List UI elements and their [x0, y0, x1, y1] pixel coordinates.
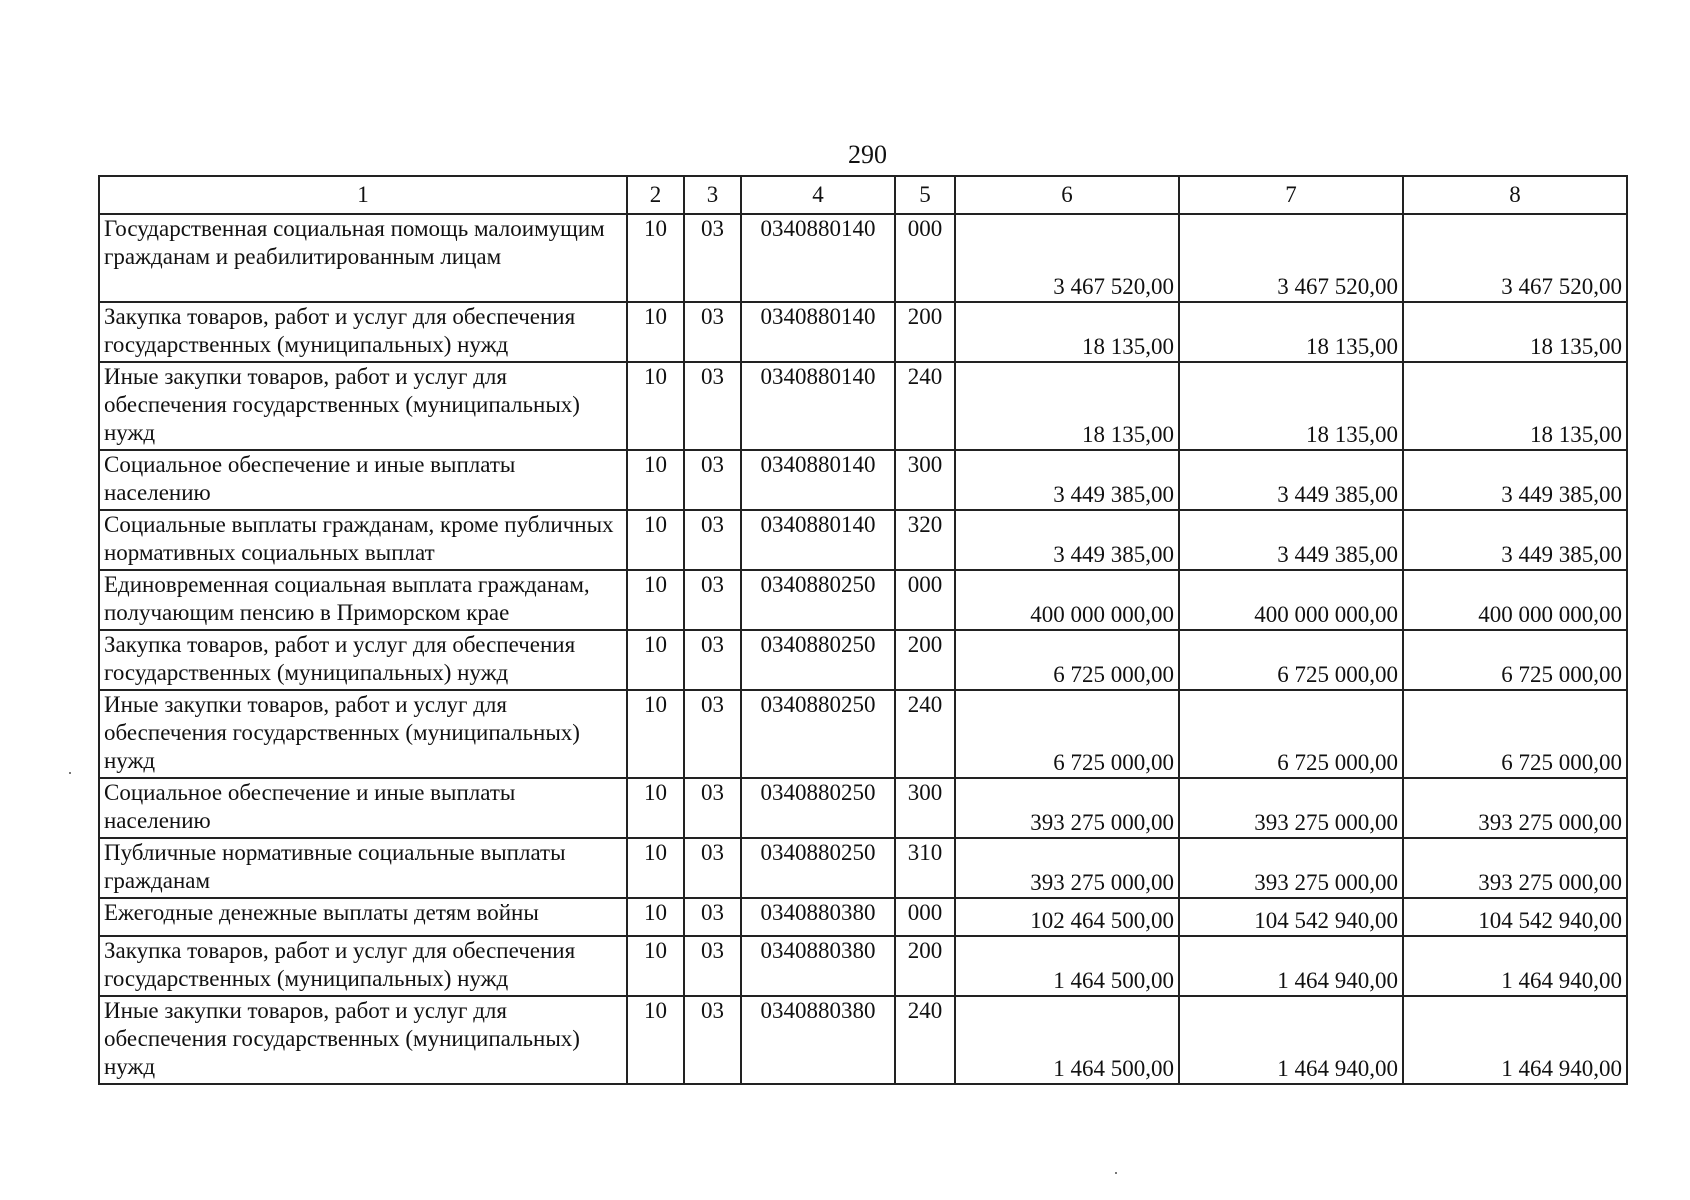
scan-speck — [1115, 1172, 1117, 1174]
subsection-code-cell: 03 — [684, 778, 741, 838]
amount-year3-cell: 3 449 385,00 — [1403, 450, 1627, 510]
target-code-cell: 0340880250 — [741, 690, 895, 778]
section-code-cell: 10 — [627, 302, 684, 362]
amount-year2-cell: 6 725 000,00 — [1179, 690, 1403, 778]
header-cell-2: 2 — [627, 176, 684, 214]
expense-type-cell: 000 — [895, 898, 955, 936]
table-row — [99, 690, 1627, 778]
scan-speck — [69, 772, 71, 774]
table-row — [99, 778, 1627, 838]
subsection-code-cell: 03 — [684, 510, 741, 570]
expense-type-cell: 300 — [895, 778, 955, 838]
header-row — [99, 176, 1627, 214]
target-code-cell: 0340880140 — [741, 214, 895, 302]
amount-year3-cell: 400 000 000,00 — [1403, 570, 1627, 630]
row-name-cell: Закупка товаров, работ и услуг для обеспечения государственных (муниципальных) нужд — [99, 302, 627, 362]
amount-year1-cell: 102 464 500,00 — [955, 898, 1179, 936]
table-body — [99, 176, 1627, 1084]
row-name-cell: Закупка товаров, работ и услуг для обеспечения государственных (муниципальных) нужд — [99, 630, 627, 690]
row-name-cell: Публичные нормативные социальные выплаты гражданам — [99, 838, 627, 898]
header-cell-6: 6 — [955, 176, 1179, 214]
amount-year1-cell: 400 000 000,00 — [955, 570, 1179, 630]
target-code-cell: 0340880380 — [741, 898, 895, 936]
amount-year1-cell: 6 725 000,00 — [955, 630, 1179, 690]
expense-type-cell: 320 — [895, 510, 955, 570]
amount-year1-cell: 393 275 000,00 — [955, 838, 1179, 898]
expense-type-cell: 300 — [895, 450, 955, 510]
section-code-cell: 10 — [627, 996, 684, 1084]
amount-year3-cell: 104 542 940,00 — [1403, 898, 1627, 936]
target-code-cell: 0340880250 — [741, 838, 895, 898]
section-code-cell: 10 — [627, 570, 684, 630]
subsection-code-cell: 03 — [684, 362, 741, 450]
amount-year3-cell: 6 725 000,00 — [1403, 630, 1627, 690]
row-name-cell: Иные закупки товаров, работ и услуг для обеспечения государственных (муниципальных) нужд — [99, 362, 627, 450]
row-name-cell: Единовременная социальная выплата гражданам, получающим пенсию в Приморском крае — [99, 570, 627, 630]
table-row — [99, 936, 1627, 996]
amount-year1-cell: 393 275 000,00 — [955, 778, 1179, 838]
amount-year2-cell: 3 449 385,00 — [1179, 510, 1403, 570]
target-code-cell: 0340880380 — [741, 996, 895, 1084]
amount-year2-cell: 3 449 385,00 — [1179, 450, 1403, 510]
amount-year2-cell: 6 725 000,00 — [1179, 630, 1403, 690]
section-code-cell: 10 — [627, 936, 684, 996]
amount-year3-cell: 3 449 385,00 — [1403, 510, 1627, 570]
table-row — [99, 450, 1627, 510]
table-row — [99, 630, 1627, 690]
expense-type-cell: 310 — [895, 838, 955, 898]
header-cell-7: 7 — [1179, 176, 1403, 214]
expense-type-cell: 240 — [895, 690, 955, 778]
amount-year1-cell: 6 725 000,00 — [955, 690, 1179, 778]
amount-year3-cell: 6 725 000,00 — [1403, 690, 1627, 778]
table-row — [99, 898, 1627, 936]
header-cell-8: 8 — [1403, 176, 1627, 214]
target-code-cell: 0340880250 — [741, 778, 895, 838]
amount-year3-cell: 18 135,00 — [1403, 302, 1627, 362]
subsection-code-cell: 03 — [684, 996, 741, 1084]
section-code-cell: 10 — [627, 898, 684, 936]
row-name-cell: Иные закупки товаров, работ и услуг для обеспечения государственных (муниципальных) нужд — [99, 690, 627, 778]
row-name-cell: Государственная социальная помощь малоимущим гражданам и реабилитированным лицам — [99, 214, 627, 302]
row-name-cell: Социальное обеспечение и иные выплаты населению — [99, 778, 627, 838]
section-code-cell: 10 — [627, 838, 684, 898]
section-code-cell: 10 — [627, 450, 684, 510]
table-row — [99, 302, 1627, 362]
header-cell-5: 5 — [895, 176, 955, 214]
target-code-cell: 0340880140 — [741, 362, 895, 450]
amount-year3-cell: 393 275 000,00 — [1403, 838, 1627, 898]
amount-year3-cell: 1 464 940,00 — [1403, 936, 1627, 996]
row-name-cell: Закупка товаров, работ и услуг для обеспечения государственных (муниципальных) нужд — [99, 936, 627, 996]
target-code-cell: 0340880250 — [741, 570, 895, 630]
header-cell-3: 3 — [684, 176, 741, 214]
amount-year2-cell: 3 467 520,00 — [1179, 214, 1403, 302]
expense-type-cell: 200 — [895, 630, 955, 690]
amount-year1-cell: 3 449 385,00 — [955, 510, 1179, 570]
amount-year2-cell: 18 135,00 — [1179, 302, 1403, 362]
budget-table — [98, 175, 1628, 1085]
amount-year2-cell: 393 275 000,00 — [1179, 838, 1403, 898]
page-number: 290 — [848, 140, 887, 169]
expense-type-cell: 200 — [895, 936, 955, 996]
section-code-cell: 10 — [627, 778, 684, 838]
section-code-cell: 10 — [627, 630, 684, 690]
amount-year1-cell: 1 464 500,00 — [955, 936, 1179, 996]
subsection-code-cell: 03 — [684, 630, 741, 690]
amount-year2-cell: 104 542 940,00 — [1179, 898, 1403, 936]
subsection-code-cell: 03 — [684, 302, 741, 362]
amount-year3-cell: 3 467 520,00 — [1403, 214, 1627, 302]
header-cell-1: 1 — [99, 176, 627, 214]
target-code-cell: 0340880250 — [741, 630, 895, 690]
row-name-cell: Ежегодные денежные выплаты детям войны — [99, 898, 627, 936]
subsection-code-cell: 03 — [684, 838, 741, 898]
amount-year1-cell: 1 464 500,00 — [955, 996, 1179, 1084]
amount-year1-cell: 18 135,00 — [955, 362, 1179, 450]
amount-year1-cell: 3 449 385,00 — [955, 450, 1179, 510]
amount-year3-cell: 1 464 940,00 — [1403, 996, 1627, 1084]
subsection-code-cell: 03 — [684, 898, 741, 936]
table-row — [99, 838, 1627, 898]
subsection-code-cell: 03 — [684, 690, 741, 778]
subsection-code-cell: 03 — [684, 936, 741, 996]
section-code-cell: 10 — [627, 214, 684, 302]
header-cell-4: 4 — [741, 176, 895, 214]
row-name-cell: Иные закупки товаров, работ и услуг для обеспечения государственных (муниципальных) нужд — [99, 996, 627, 1084]
expense-type-cell: 000 — [895, 570, 955, 630]
subsection-code-cell: 03 — [684, 570, 741, 630]
table-row — [99, 362, 1627, 450]
table-row — [99, 570, 1627, 630]
amount-year3-cell: 18 135,00 — [1403, 362, 1627, 450]
amount-year2-cell: 1 464 940,00 — [1179, 996, 1403, 1084]
table-row — [99, 510, 1627, 570]
amount-year2-cell: 400 000 000,00 — [1179, 570, 1403, 630]
section-code-cell: 10 — [627, 362, 684, 450]
section-code-cell: 10 — [627, 690, 684, 778]
row-name-cell: Социальное обеспечение и иные выплаты населению — [99, 450, 627, 510]
amount-year1-cell: 18 135,00 — [955, 302, 1179, 362]
subsection-code-cell: 03 — [684, 214, 741, 302]
expense-type-cell: 240 — [895, 362, 955, 450]
amount-year2-cell: 393 275 000,00 — [1179, 778, 1403, 838]
table-row — [99, 214, 1627, 302]
amount-year2-cell: 1 464 940,00 — [1179, 936, 1403, 996]
target-code-cell: 0340880140 — [741, 302, 895, 362]
table-row — [99, 996, 1627, 1084]
subsection-code-cell: 03 — [684, 450, 741, 510]
amount-year3-cell: 393 275 000,00 — [1403, 778, 1627, 838]
target-code-cell: 0340880380 — [741, 936, 895, 996]
expense-type-cell: 240 — [895, 996, 955, 1084]
amount-year2-cell: 18 135,00 — [1179, 362, 1403, 450]
expense-type-cell: 000 — [895, 214, 955, 302]
section-code-cell: 10 — [627, 510, 684, 570]
expense-type-cell: 200 — [895, 302, 955, 362]
row-name-cell: Социальные выплаты гражданам, кроме публичных нормативных социальных выплат — [99, 510, 627, 570]
target-code-cell: 0340880140 — [741, 510, 895, 570]
amount-year1-cell: 3 467 520,00 — [955, 214, 1179, 302]
target-code-cell: 0340880140 — [741, 450, 895, 510]
